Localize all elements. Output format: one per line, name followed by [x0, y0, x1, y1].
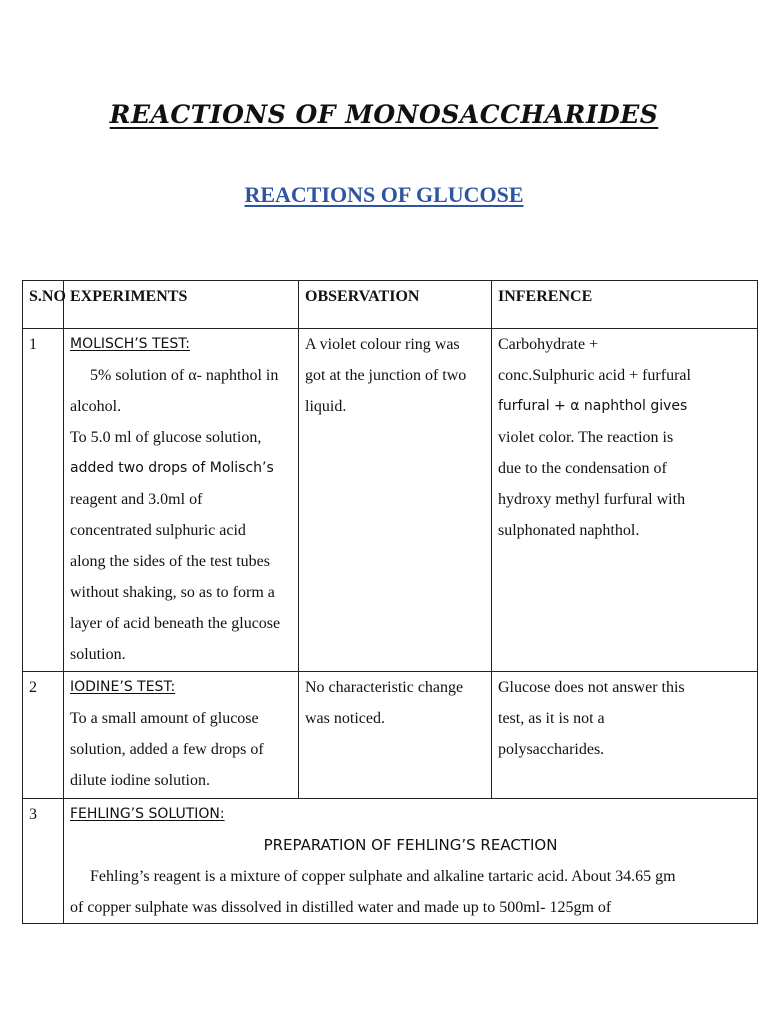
experiment-line: along the sides of the test tubes — [70, 553, 270, 570]
table-row — [23, 329, 758, 672]
test-name: MOLISCH’S TEST: — [70, 336, 191, 352]
experiment-cell — [64, 672, 299, 799]
observation-line: No characteristic change — [305, 679, 464, 696]
fehling-text-line: of copper sulphate was dissolved in distilled water and made up to 500ml- 125gm of — [70, 899, 612, 916]
inference-line: violet color. The reaction is — [498, 429, 674, 446]
observation-line: A violet colour ring was — [305, 336, 460, 353]
experiment-line: dilute iodine solution. — [70, 772, 210, 789]
observation-line: was noticed. — [305, 710, 385, 727]
table-row — [23, 799, 758, 924]
inference-line: due to the condensation of — [498, 460, 667, 477]
inference-line: Glucose does not answer this — [498, 679, 685, 696]
header-experiments: EXPERIMENTS — [64, 281, 299, 329]
experiments-table — [22, 280, 758, 924]
fehling-cell — [64, 799, 758, 924]
experiment-line: 5% solution of α- naphthol in — [90, 367, 279, 384]
experiment-line: To a small amount of glucose — [70, 710, 259, 727]
observation-line: liquid. — [305, 398, 347, 415]
row-sno: 2 — [23, 672, 64, 799]
inference-line: Carbohydrate + — [498, 336, 599, 353]
inference-line: hydroxy methyl furfural with — [498, 491, 686, 508]
preparation-title: PREPARATION OF FEHLING’S REACTION — [263, 836, 558, 854]
header-sno: S.NO — [23, 281, 64, 329]
experiment-line: layer of acid beneath the glucose — [70, 615, 281, 632]
experiment-line: added two drops of Molisch’s — [70, 460, 274, 476]
header-observation: OBSERVATION — [299, 281, 492, 329]
experiment-line: solution. — [70, 646, 126, 663]
experiment-line: To 5.0 ml of glucose solution, — [70, 429, 262, 446]
test-name: IODINE’S TEST: — [70, 679, 176, 695]
inference-line: sulphonated naphthol. — [498, 522, 640, 539]
inference-cell — [492, 672, 758, 799]
inference-line: polysaccharides. — [498, 741, 605, 758]
observation-cell — [299, 329, 492, 672]
inference-cell — [492, 329, 758, 672]
experiment-line: concentrated sulphuric acid — [70, 522, 246, 539]
document-subtitle: REACTIONS OF GLUCOSE — [244, 182, 524, 207]
row-sno: 3 — [23, 799, 64, 924]
observation-cell — [299, 672, 492, 799]
header-inference: INFERENCE — [492, 281, 758, 329]
inference-line: furfural + α naphthol gives — [498, 398, 688, 414]
inference-line: conc.Sulphuric acid + furfural — [498, 367, 691, 384]
experiment-line: reagent and 3.0ml of — [70, 491, 203, 508]
fehling-text-line: Fehling’s reagent is a mixture of copper sulphate and alkaline tartaric acid. About 34.65 gm — [90, 868, 676, 885]
test-name: FEHLING’S SOLUTION: — [70, 806, 225, 822]
experiment-line: alcohol. — [70, 398, 122, 415]
inference-line: test, as it is not a — [498, 710, 605, 727]
table-header-row — [23, 281, 758, 329]
row-sno: 1 — [23, 329, 64, 672]
table-row — [23, 672, 758, 799]
document-title: REACTIONS OF MONOSACCHARIDES — [109, 100, 659, 129]
observation-line: got at the junction of two — [305, 367, 467, 384]
experiment-cell — [64, 329, 299, 672]
experiment-line: without shaking, so as to form a — [70, 584, 275, 601]
experiment-line: solution, added a few drops of — [70, 741, 264, 758]
